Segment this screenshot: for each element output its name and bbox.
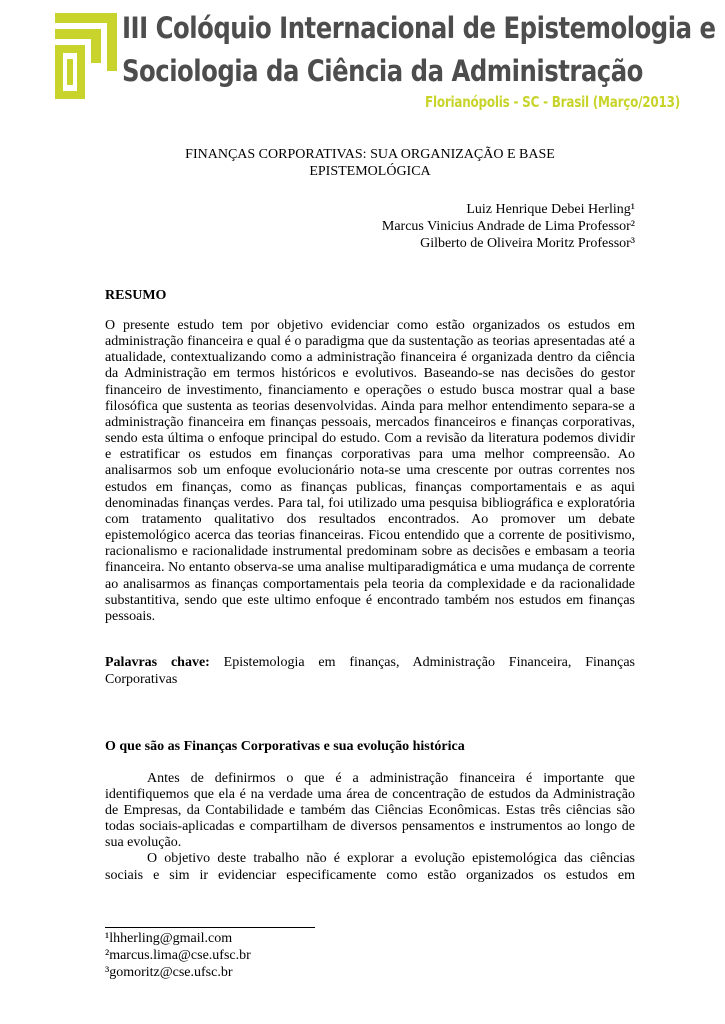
footnote-3: ³gomoritz@cse.ufsc.br <box>105 965 233 980</box>
body-paragraph-1: Antes de definirmos o que é a administração financeira é importante que identifiquemos que ela é na verdade uma área de concentração de estudos da Administração de Empresas, da Contabilidade e também das Ciências Econômicas. Estas três ciências são todas sociais-aplicadas e compartilham de diversos pensamentos e instrumentos ao longo de sua evolução. <box>105 771 635 851</box>
footnote-divider <box>105 927 315 928</box>
author-1: Luiz Henrique Debei Herling¹ <box>466 202 635 217</box>
conference-header <box>0 0 725 120</box>
keywords <box>105 654 635 688</box>
conference-title-line-1: III Colóquio Internacional de Epistemologia e <box>122 11 716 45</box>
footnote-1: ¹lhherling@gmail.com <box>105 931 233 946</box>
conference-location-date: Florianópolis - SC - Brasil (Março/2013) <box>425 93 680 111</box>
body-paragraph-2: O objetivo deste trabalho não é explorar a evolução epistemológica das ciências sociais e sim ir evidenciar especificamente como estão organizados os estudos em <box>105 851 635 883</box>
author-3: Gilberto de Oliveira Moritz Professor³ <box>420 236 635 251</box>
section-heading: O que são as Finanças Corporativas e sua evolução histórica <box>105 739 465 754</box>
nested-square-logo-icon <box>55 13 117 99</box>
paper-title <box>105 146 635 180</box>
body-text <box>105 771 635 884</box>
abstract-heading: RESUMO <box>105 288 167 303</box>
footnote-2: ²marcus.lima@cse.ufsc.br <box>105 948 251 963</box>
paper-title-line-2: EPISTEMOLÓGICA <box>309 164 431 179</box>
author-2: Marcus Vinicius Andrade de Lima Professor² <box>381 219 635 234</box>
abstract-text: O presente estudo tem por objetivo evidenciar como estão organizados os estudos em administração financeira e qual é o paradigma que da sustentação as teorias apresentadas até a atualidade, contextualizando como a administração financeira é organizada dentro da ciência da Administração em termos históricos e evolutivos. Baseando-se nas decisões do gestor financeiro de investimento, financiamento e operações o estudo busca mostrar qual a base filosófica que sustenta as teorias desenvolvidas. Ainda para melhor entendimento separa-se a administração financeira em finanças pessoais, mercados financeiros e finanças corporativas, sendo esta última o enfoque principal do estudo. Com a revisão da literatura podemos dividir e estratificar os estudos em finanças corporativas para uma melhor compreensão. Ao analisarmos sob um enfoque evolucionário nota-se uma crescente por outras correntes nos estudos em finanças, como as finanças publicas, finanças comportamentais e as aqui denominadas finanças verdes. Para tal, foi utilizado uma pesquisa bibliográfica e exploratória com tratamento qualitativo dos resultados encontrados. Ao promover um debate epistemológico acerca das teorias financeiras. Ficou entendido que a corrente de positivismo, racionalismo e racionalidade instrumental predominam sobre as decisões e embasam a teoria financeira. No entanto observa-se uma analise multiparadigmática e uma mudança de corrente ao analisarmos as finanças comportamentais pela teoria da complexidade e da racionalidade substantitiva, sendo que este ultimo enfoque é encontrado também nos estudos em finanças pessoais. <box>105 318 635 624</box>
conference-title-line-2: Sociologia da Ciência da Administração <box>122 54 643 88</box>
keywords-label: Palavras chave: <box>105 655 210 670</box>
paper-title-line-1: FINANÇAS CORPORATIVAS: SUA ORGANIZAÇÃO E BASE <box>185 147 555 162</box>
keywords-text: Epistemologia em finanças, Administração Financeira, Finanças Corporativas <box>105 655 635 687</box>
author-list <box>300 201 635 252</box>
footnotes <box>105 930 251 981</box>
